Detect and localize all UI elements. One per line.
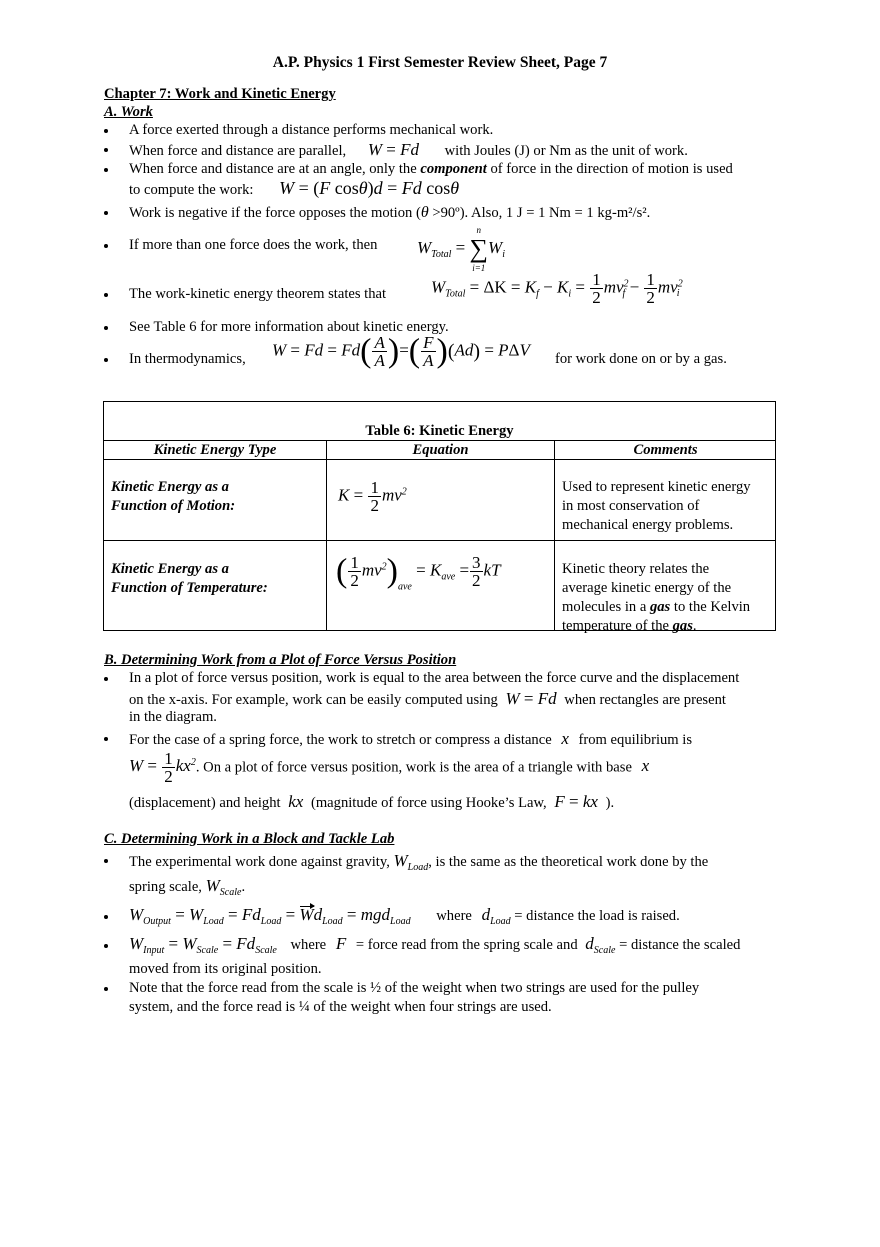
symbol-f: F (335, 934, 347, 953)
work-bullet-2 (129, 140, 688, 161)
work-bullet-3: When force and distance are at an angle, only the component of force in the direction of motion is used (129, 161, 733, 177)
symbol-d-load: $d_{Load}$ (481, 905, 511, 927)
page-title: A.P. Physics 1 First Semester Review Sheet, Page 7 (272, 54, 608, 71)
theta-symbol: θ (420, 204, 429, 221)
equation-work-energy-theorem: $W_{Total} = \Delta K = K_f - K_i$ = $\frac{1}{2}$ $mv^2_f$ − $\frac{1}{2}$ $mv^2_i$ (431, 270, 683, 307)
bullet-dot (104, 129, 108, 133)
row-temperature-comment: Kinetic theory relates the average kinetic energy of the molecules in a gas to the Kelvin temperature of the gas. (562, 561, 751, 634)
bullet-dot (104, 677, 108, 681)
equation-angled-work: W = (F cosθ)d = Fd cosθ (279, 178, 460, 198)
work-bullet-4: Work is negative if the force opposes the motion (θ >90º). Also, 1 J = 1 Nm = 1 kg-m²/s². (129, 204, 651, 221)
summation-symbol: n ∑ i=1 (469, 225, 489, 273)
symbol-w-load: $W_{Load}$ (393, 851, 429, 873)
row-motion-comment: Used to represent kinetic energy in most conservation of mechanical energy problems. (562, 479, 751, 533)
equation-w-fd: W = Fd (505, 689, 557, 708)
lab-bullet-4-line1: Note that the force read from the scale is ½ of the weight when two strings are used for the pulley (129, 980, 700, 996)
work-bullet-5: If more than one force does the work, then (129, 237, 378, 253)
table-divider (326, 440, 327, 630)
work-bullet-1: A force exerted through a distance performs mechanical work. (129, 122, 494, 138)
work-bullet-2-text: When force and distance are parallel, (129, 143, 347, 159)
work-bullet-8: In thermodynamics, (129, 351, 246, 367)
bullet-dot (104, 326, 108, 330)
equation-total-work-sum: $W_{Total}$ = n ∑ i=1 $W_i$ (417, 225, 505, 273)
equation-hookes-law: F = kx (554, 792, 598, 811)
bullet-dot (104, 859, 108, 863)
bullet-dot (104, 944, 108, 948)
plot-bullet-2-line3: (displacement) and height kx (magnitude of force using Hooke’s Law, F = kx ). (129, 792, 615, 811)
plot-bullet-1-line1: In a plot of force versus position, work is equal to the area between the force curve and the displacement (129, 670, 740, 686)
kinetic-energy-table (103, 401, 776, 634)
row-temperature-name: Kinetic Energy as a Function of Temperature: (111, 561, 268, 596)
equation-ke-temperature: ( $\frac{1}{2}$ $mv^2)_{ave} = K_{ave}$ = $\frac{3}{2}$ kT (336, 552, 501, 593)
work-bullet-6: The work-kinetic energy theorem states that (129, 286, 387, 302)
work-bullet-2-units: with Joules (J) or Nm as the unit of work. (444, 143, 688, 159)
bullet-dot (104, 148, 108, 152)
equation-work-input: $W_{Input} = W_{Scale} = Fd_{Scale}$ (129, 934, 277, 956)
bullet-dot (104, 987, 108, 991)
work-bullet-3-line2: to compute the work: W = (F cosθ)d = Fd cosθ (129, 178, 460, 198)
bullet-dot (104, 211, 108, 215)
table-title: Table 6: Kinetic Energy (365, 423, 514, 439)
work-bullet-7: See Table 6 for more information about kinetic energy. (129, 319, 449, 335)
equation-thermodynamic-work: W = Fd = Fd( $\frac{A}{A}$ )=( $\frac{F}{A}$ )(Ad) = PΔV (272, 332, 530, 370)
column-header-type: Kinetic Energy Type (153, 442, 277, 458)
lab-bullet-3-line1: $W_{Input} = W_{Scale} = Fd_{Scale}$ where F = force read from the spring scale and $d_{Scale}$ = distance the scaled (129, 934, 741, 956)
plot-bullet-1-line2: on the x-axis. For example, work can be easily computed using W = Fd when rectangles are present (129, 689, 726, 708)
table-divider (104, 540, 775, 541)
plot-bullet-2-line2: W = $\frac{1}{2}$ $kx^2$. On a plot of force versus position, work is the area of a triangle with base x (129, 749, 650, 786)
plot-bullet-1-line3: in the diagram. (129, 709, 217, 725)
lab-bullet-3-line2: moved from its original position. (129, 961, 322, 977)
equation-w-fd: W = Fd (367, 140, 419, 159)
plot-bullet-2-line1: For the case of a spring force, the work to stretch or compress a distance x from equilibrium is (129, 729, 693, 748)
work-bullet-8-tail: for work done on or by a gas. (555, 351, 727, 367)
bullet-dot (104, 168, 108, 172)
section-c-heading: C. Determining Work in a Block and Tackle Lab (104, 831, 395, 847)
emphasis-component: component (420, 161, 487, 177)
lab-bullet-4-line2: system, and the force read is ¼ of the weight when four strings are used. (129, 999, 552, 1015)
chapter-heading: Chapter 7: Work and Kinetic Energy (104, 86, 336, 102)
table-divider (554, 440, 555, 630)
symbol-d-scale: $d_{Scale}$ (585, 934, 616, 956)
equation-ke-motion: K = $\frac{1}{2}$ $mv^2$ (338, 478, 407, 515)
section-a-heading: A. Work (104, 104, 153, 120)
column-header-equation: Equation (412, 442, 469, 458)
equation-spring-work: W = $\frac{1}{2}$ $kx^2$ (129, 749, 196, 786)
equation-work-output: $W_{Output} = W_{Load} = Fd_{Load} = Wd_{Load} = mgd_{Load}$ (129, 905, 411, 927)
bullet-dot (104, 915, 108, 919)
bullet-dot (104, 244, 108, 248)
symbol-w-scale: $W_{Scale}$ (205, 876, 242, 898)
bullet-dot (104, 358, 108, 362)
variable-x: x (641, 756, 650, 776)
section-b-heading: B. Determining Work from a Plot of Force Versus Position (104, 652, 457, 668)
lab-bullet-1-line1: The experimental work done against gravity, $W_{Load}$, is the same as the theoretical work done by the (129, 851, 709, 873)
variable-x: x (561, 729, 569, 748)
column-header-comments: Comments (633, 442, 698, 458)
lab-bullet-2: $W_{Output} = W_{Load} = Fd_{Load} = Wd_{Load} = mgd_{Load}$ where $d_{Load}$ = distance the load is raised. (129, 905, 680, 927)
lab-bullet-1-line2: spring scale, $W_{Scale}$. (129, 876, 246, 898)
variable-kx: kx (288, 792, 304, 811)
bullet-dot (104, 293, 108, 297)
row-motion-name: Kinetic Energy as a Function of Motion: (111, 479, 236, 514)
bullet-dot (104, 737, 108, 741)
